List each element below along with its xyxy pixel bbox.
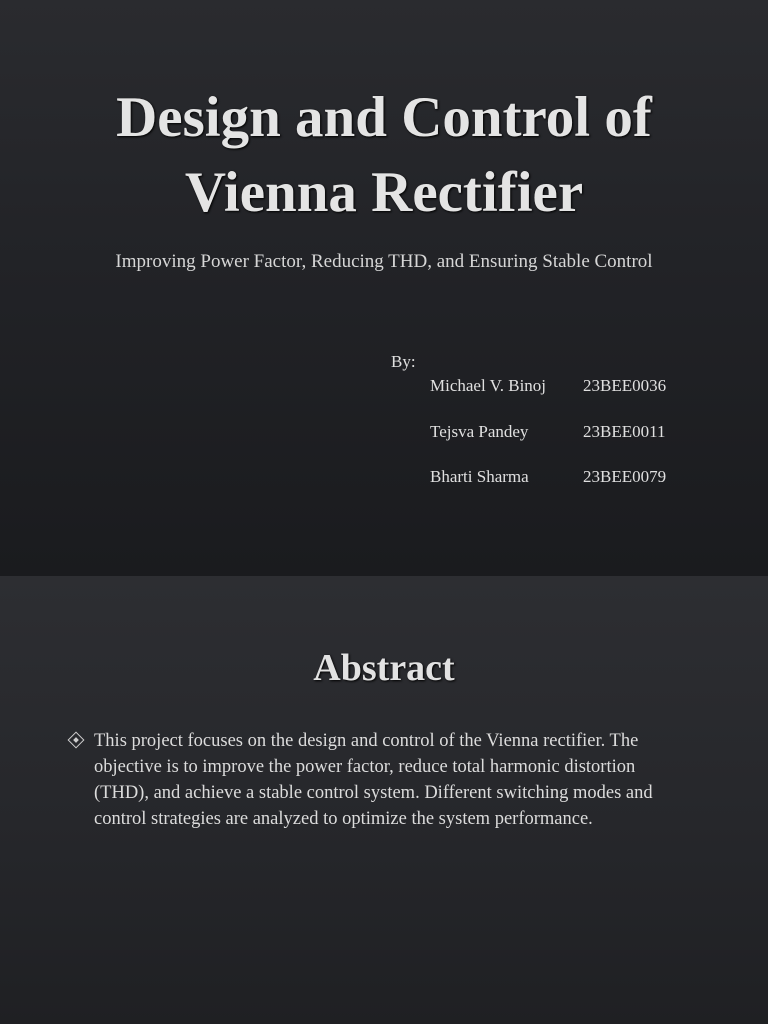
slide-subtitle: Improving Power Factor, Reducing THD, and Ensuring Stable Control	[115, 251, 653, 272]
abstract-slide	[0, 576, 768, 1024]
title-line-1: Design and Control of	[116, 86, 652, 149]
author-row	[430, 467, 730, 491]
author-name: Bharti Sharma	[430, 467, 529, 486]
diamond-bullet-icon	[68, 732, 85, 749]
author-reg-number: 23BEE0011	[583, 422, 666, 441]
title-line-2: Vienna Rectifier	[184, 161, 584, 224]
author-name: Michael V. Binoj	[430, 376, 547, 395]
abstract-text: This project focuses on the design and control of the Vienna rectifier. The objective is to improve the power factor, reduce total harmonic distortion (THD), and achieve a stable control system. Different switching modes and control strategies are analyzed to optimize the system performance.	[94, 731, 653, 829]
author-name: Tejsva Pandey	[430, 422, 529, 441]
author-row	[430, 422, 730, 446]
author-reg-number: 23BEE0036	[583, 376, 667, 395]
by-label: By:	[391, 352, 416, 371]
author-reg-number: 23BEE0079	[583, 467, 667, 486]
slide-title	[0, 80, 768, 230]
author-row	[430, 376, 730, 400]
abstract-heading: Abstract	[313, 647, 455, 689]
